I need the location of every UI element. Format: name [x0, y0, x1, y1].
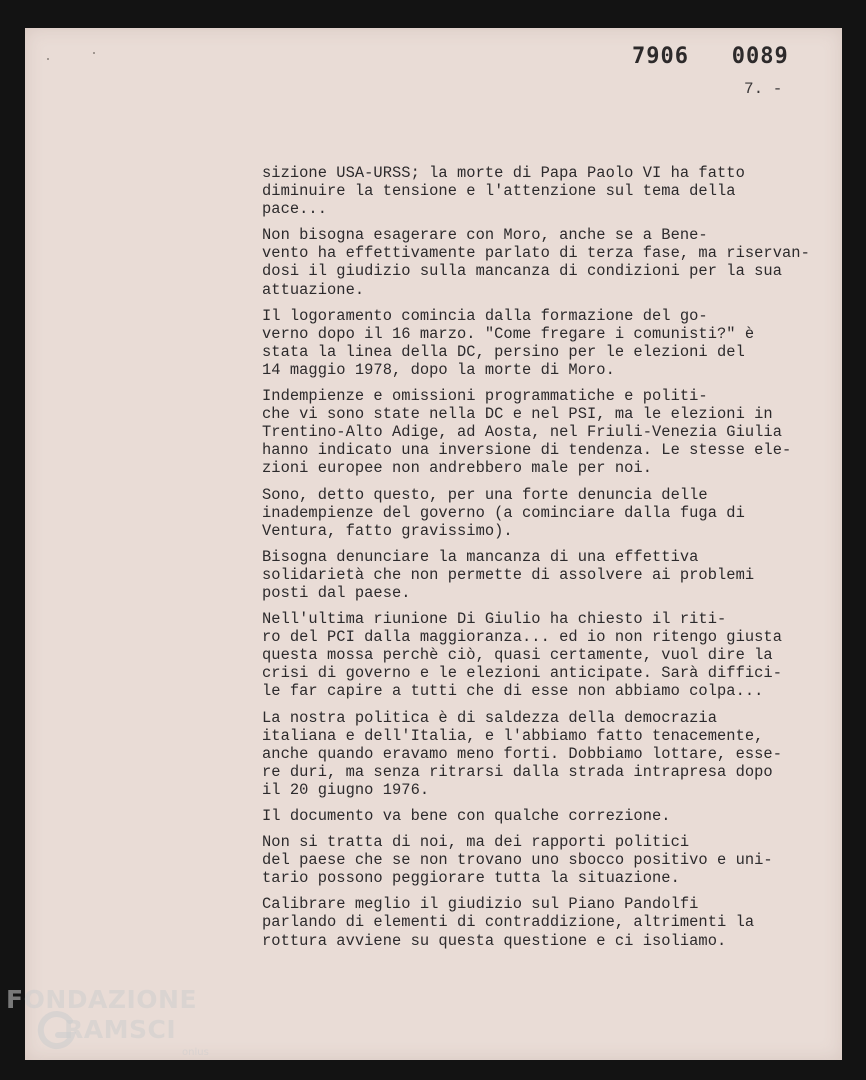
paragraph: La nostra politica è di saldezza della democrazia italiana e dell'Italia, e l'abbiamo fatto tenacemente, anche quando eravamo meno forti. Dobbiamo lottare, esse- re duri, ma senza ritrarsi dalla strada intrapresa dopo il 20 giugno 1976.: [262, 708, 783, 799]
archive-number: 7906 0089: [632, 44, 789, 69]
watermark-suffix: onlus: [182, 1047, 209, 1058]
paragraph: Il documento va bene con qualche correzione.: [262, 807, 671, 825]
paragraph: Non si tratta di noi, ma dei rapporti politici del paese che se non trovano uno sbocco positivo e uni- tario possono peggiorare tutta la situazione.: [262, 833, 773, 888]
paragraph: Nell'ultima riunione Di Giulio ha chiesto il riti- ro del PCI dalla maggioranza... ed io non ritengo giusta questa mossa perchè ciò, quasi certamente, vuol dire la crisi di governo e le elezioni anticipate. Sarà diffici- le far capire a tutti che di esse non abbiamo colpa...: [262, 610, 783, 701]
paragraph: Bisogna denunciare la mancanza di una effettiva solidarietà che non permette di assolvere ai problemi posti dal paese.: [262, 547, 755, 602]
paragraph: Non bisogna esagerare con Moro, anche se a Bene- vento ha effettivamente parlato di terza fase, ma riservan- dosi il giudizio sulla mancanza di condizioni per la sua attuazione.: [262, 226, 810, 299]
paragraph: Indempienze e omissioni programmatiche e politi- che vi sono state nella DC e nel PSI, ma le elezioni in Trentino-Alto Adige, ad Aosta, nel Friuli-Venezia Giulia hanno indicato una inversione di tendenza. Le stesse ele- zioni europee non andrebbero male per noi.: [262, 387, 792, 478]
page-number: 7. -: [744, 80, 783, 98]
paragraph: sizione USA-URSS; la morte di Papa Paolo VI ha fatto diminuire la tensione e l'attenzione sul tema della pace...: [262, 164, 745, 219]
fondazione-gramsci-watermark: [6, 985, 226, 1075]
paragraph: Sono, detto questo, per una forte denuncia delle inadempienze del governo (a cominciare dalla fuga di Ventura, fatto gravissimo).: [262, 485, 745, 540]
watermark-line2: RAMSCI: [64, 1015, 177, 1044]
paragraph: Il logoramento comincia dalla formazione del go- verno dopo il 16 marzo. "Come fregare i comunisti?" è stata la linea della DC, persino per le elezioni del 14 maggio 1978, dopo la morte di Moro.: [262, 306, 755, 379]
watermark-line1: FONDAZIONE: [6, 985, 198, 1014]
paragraph: Calibrare meglio il giudizio sul Piano Pandolfi parlando di elementi di contraddizione, altrimenti la rottura avviene su questa questione e ci isoliamo.: [262, 895, 755, 950]
document-body: [262, 164, 822, 958]
paper-speck: [93, 52, 95, 54]
paper-speck: [47, 58, 49, 60]
